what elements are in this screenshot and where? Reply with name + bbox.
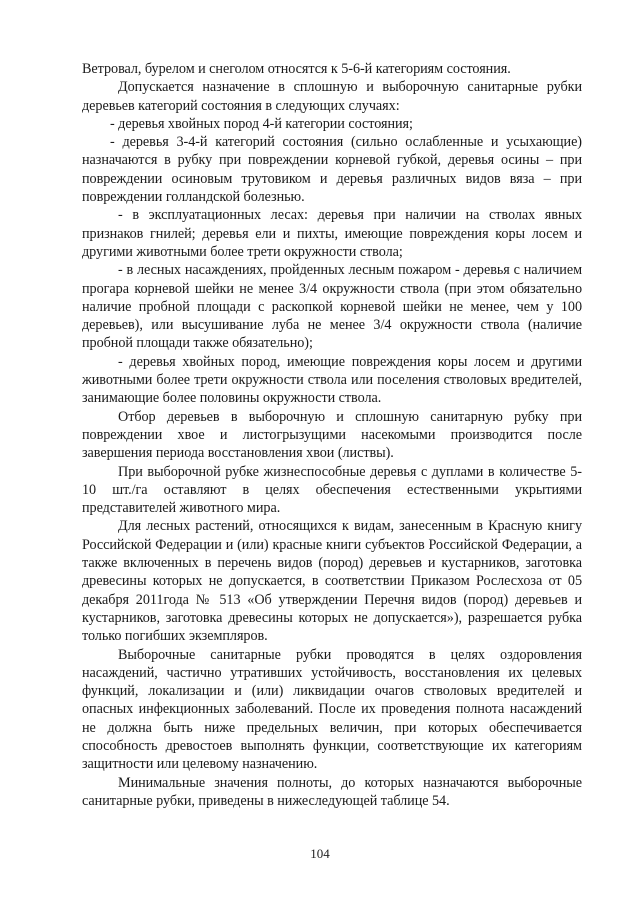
paragraph-red-book: Для лесных растений, относящихся к видам, занесенным в Красную книгу Российской Федерации и (или) красные книги субъектов Российской Федерации, а также включенных в перечень видов (пород) деревьев и кустарников, заготовка древесины которых не допускается, в соответствии Приказом Рослесхоза от 05 декабря 2011года № 513 «Об утверждении Перечня видов (пород) деревьев и кустарников, заготовка древесины которых не допускается»), разрешается рубка только погибших экземпляров. — [82, 518, 582, 645]
paragraph-tree-selection: Отбор деревьев в выборочную и сплошную санитарную рубку при повреждении хвое и листогрызущими насекомыми производится после завершения периода восстановления хвои (листвы). — [82, 408, 582, 462]
list-item-exploitation-forests: - в эксплуатационных лесах: деревья при наличии на стволах явных признаков гнилей; деревья ели и пихты, имеющие повреждения коры лосем и другими животными более трети окружности ствола; — [82, 207, 582, 260]
paragraph-minimum-density: Минимальные значения полноты, до которых назначаются выборочные санитарные рубки, приведены в нижеследующей таблице 54. — [82, 774, 582, 809]
list-item-conifers: - деревья хвойных пород 4-й категории состояния; — [110, 115, 413, 132]
paragraph-windfall: Ветровал, бурелом и снеголом относятся к 5-6-й категориям состояния. — [82, 61, 511, 77]
paragraph-intro-cases: Допускается назначение в сплошную и выборочную санитарные рубки деревьев категорий состояния в следующих случаях: — [82, 79, 582, 114]
page-number: 104 — [310, 846, 330, 861]
paragraph-hollow-trees: При выборочной рубке жизнеспособные деревья с дуплами в количестве 5-10 шт./га оставляют в целях обеспечения естественными укрытиями представителей животного мира. — [82, 463, 582, 517]
list-item-conifer-pests: - деревья хвойных пород, имеющие повреждения коры лосем и другими животными более трети окружности ствола или поселения стволовых вредителей, занимающие более половины окружности ствола. — [82, 353, 582, 407]
list-item-categories: - деревья 3-4-й категорий состояния (сильно ослабленные и усыхающие) назначаются в рубку при повреждении корневой губкой, деревья осины – при повреждении осиновым трутовиком и деревья различных видов вяза – при повреждении голландской болезнью. — [82, 134, 582, 206]
document-body — [82, 60, 582, 810]
paragraph-selective-cuttings: Выборочные санитарные рубки проводятся в целях оздоровления насаждений, частично утративших устойчивость, восстановления их целевых функций, локализации и (или) ликвидации очагов стволовых вредителей и опасных инфекционных заболеваний. После их проведения полнота насаждений не должна быть ниже предельных величин, при которых обеспечивается способность древостоев выполнять функции, соответствующие их категориям защитности или целевому назначению. — [82, 646, 582, 773]
list-item-fire-damaged: - в лесных насаждениях, пройденных лесным пожаром - деревья с наличием прогара корневой шейки не менее 3/4 окружности ствола (при этом обязательно наличие пробной площади с раскопкой корневой шейки не менее, чем у 100 деревьев), или высушивание луба не менее 3/4 окружности ствола (наличие пробной площади также обязательно); — [82, 262, 582, 352]
